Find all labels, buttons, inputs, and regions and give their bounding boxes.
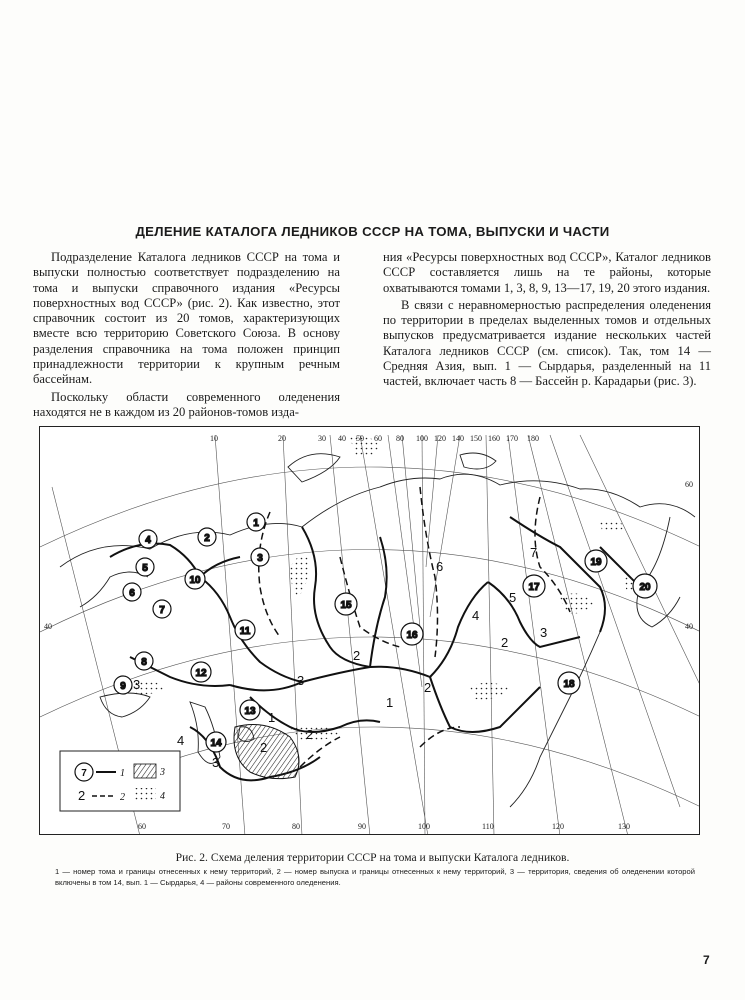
ussr-volume-map — [39, 426, 700, 835]
tick-label: 40 — [685, 622, 693, 631]
svg-text:11: 11 — [239, 626, 251, 637]
issue-boundary — [259, 512, 280, 637]
text-column-right — [383, 250, 711, 390]
bottom-ticks — [138, 822, 630, 831]
volume-marker — [235, 620, 255, 640]
tick-label: 140 — [452, 434, 464, 443]
volume-boundaries — [110, 517, 640, 780]
issue-label: 1 — [386, 695, 394, 710]
tick-label: 100 — [416, 434, 428, 443]
tick-label: 30 — [318, 434, 326, 443]
issue-label: 3 — [297, 673, 305, 688]
issue-label: 2 — [424, 680, 432, 695]
volume-marker — [523, 575, 545, 597]
svg-text:15: 15 — [340, 600, 352, 611]
legend-volume-number: 7 — [81, 768, 87, 779]
volume-marker — [247, 513, 265, 531]
svg-text:6: 6 — [129, 588, 135, 599]
meridian-line — [330, 435, 370, 835]
volume-marker — [185, 569, 205, 589]
volume-boundary — [510, 517, 605, 632]
issue-label: 3 — [212, 755, 220, 770]
section-heading: ДЕЛЕНИЕ КАТАЛОГА ЛЕДНИКОВ СССР НА ТОМА, ВЫПУСКИ И ЧАСТИ — [135, 224, 610, 239]
volume-marker — [240, 700, 260, 720]
svg-text:12: 12 — [195, 668, 207, 679]
tick-label: 70 — [222, 822, 230, 831]
issue-label: 5 — [509, 590, 517, 605]
severnaya-zemlya — [460, 453, 496, 469]
tick-label: 60 — [374, 434, 382, 443]
glaciation-area — [290, 556, 310, 597]
legend-dot-swatch — [134, 788, 156, 802]
svg-text:7: 7 — [159, 605, 165, 616]
black-sea — [100, 693, 150, 717]
svg-text:5: 5 — [142, 563, 148, 574]
volume-marker — [335, 593, 357, 615]
tick-label: 80 — [292, 822, 300, 831]
glaciation-area — [560, 593, 595, 613]
paragraph: ния «Ресурсы поверхностных вод СССР», Каталог ледников СССР составляется лишь на те районы, которые охватываются томами 1, 3, 8, 9, 13—17, 19, 20 этого издания. — [383, 250, 711, 295]
legend-label: 3 — [160, 767, 165, 778]
volume-marker — [198, 528, 216, 546]
issue-label: 1 — [268, 710, 276, 725]
paragraph: В связи с неравномерностью распределения оледенения по территории в пределах выделенных томов и отдельных выпусков предусматривается издание нескольких частей Каталога ледников СССР (см. список). Так, том 14 — Средняя Азия, вып. 1 — Сырдарья, разделенный на 11 частей, включает часть 8 — Бассейн р. Карадарьи (рис. 3). — [383, 297, 711, 389]
issue-label: 2 — [501, 635, 509, 650]
svg-text:20: 20 — [639, 582, 651, 593]
volume-marker — [153, 600, 171, 618]
tick-label: 60 — [685, 480, 693, 489]
svg-text:14: 14 — [210, 738, 222, 749]
map-legend — [60, 751, 180, 811]
meridian-line — [388, 435, 422, 687]
svg-text:17: 17 — [528, 582, 540, 593]
issue-label: 3 — [133, 677, 141, 692]
volume-marker — [123, 583, 141, 601]
svg-text:3: 3 — [257, 553, 263, 564]
page-number: 7 — [703, 953, 710, 967]
volume-marker — [206, 732, 226, 752]
issue-label: 4 — [472, 608, 480, 623]
volume-marker — [401, 623, 423, 645]
pacific-coast — [510, 632, 600, 807]
tick-label: 50 — [356, 434, 364, 443]
volume-boundary — [302, 527, 370, 667]
top-ticks — [210, 434, 539, 443]
svg-text:10: 10 — [189, 575, 201, 586]
tick-label: 90 — [358, 822, 366, 831]
tick-label: 130 — [618, 822, 630, 831]
tick-label: 80 — [396, 434, 404, 443]
legend-label: 2 — [120, 792, 125, 803]
issue-label: 2 — [353, 648, 361, 663]
issue-label: 2 — [260, 740, 268, 755]
tick-label: 40 — [338, 434, 346, 443]
tick-label: 170 — [506, 434, 518, 443]
volume-markers — [114, 513, 657, 752]
tick-label: 180 — [527, 434, 539, 443]
tick-label: 120 — [434, 434, 446, 443]
tick-label: 120 — [552, 822, 564, 831]
tick-label: 20 — [278, 434, 286, 443]
svg-text:16: 16 — [406, 630, 418, 641]
issue-label: 6 — [436, 559, 444, 574]
volume-marker — [114, 676, 132, 694]
tick-label: 40 — [44, 622, 52, 631]
svg-text:19: 19 — [590, 557, 602, 568]
svg-text:9: 9 — [120, 681, 126, 692]
volume-marker — [585, 550, 607, 572]
svg-text:2: 2 — [204, 533, 210, 544]
meridian-line — [402, 435, 420, 627]
tick-label: 150 — [470, 434, 482, 443]
figure-caption: Рис. 2. Схема деления территории СССР на тома и выпуски Каталога ледников. — [175, 851, 570, 864]
volume-marker — [135, 652, 153, 670]
issue-label: 3 — [540, 625, 548, 640]
tick-label: 110 — [482, 822, 494, 831]
volume-marker — [558, 672, 580, 694]
svg-text:13: 13 — [244, 706, 256, 717]
meridian-line — [508, 435, 560, 835]
legend-label: 1 — [120, 768, 125, 779]
text-column-left — [33, 250, 340, 420]
legend-label: 4 — [160, 791, 165, 802]
paragraph: Поскольку области современного оледенения находятся не в каждом из 20 районов-томов изда- — [33, 389, 340, 419]
figure-legend-text: 1 — номер тома и границы отнесенных к нему территорий, 2 — номер выпуска и границы отнесенных к нему территорий, 3 — территория, сведения об оледенении которой включены в том 14, вып. 1 — Сырдарья, 4 — районы современного оледенения. — [55, 867, 695, 887]
glaciation-area — [470, 682, 510, 699]
kamchatka-coast — [637, 517, 680, 627]
meridian-line — [486, 435, 494, 835]
svg-text:4: 4 — [145, 535, 151, 546]
svg-text:8: 8 — [141, 657, 147, 668]
legend-hatch-swatch — [134, 764, 156, 778]
volume-boundary — [430, 582, 488, 677]
legend-issue-number: 2 — [78, 788, 86, 803]
issue-label: 4 — [177, 733, 185, 748]
meridian-line — [430, 435, 460, 617]
volume-marker — [136, 558, 154, 576]
issue-label: 7 — [530, 545, 538, 560]
issue-label: 2 — [306, 727, 314, 742]
tick-label: 60 — [138, 822, 146, 831]
tick-label: 160 — [488, 434, 500, 443]
volume-marker — [251, 548, 269, 566]
svg-text:1: 1 — [253, 518, 259, 529]
paragraph: Подразделение Каталога ледников СССР на тома и выпуски полностью соответствует подразделению на тома и выпуски справочного издания «Ресурсы поверхностных вод СССР» (рис. 2). Как известно, этот справочник состоит из 20 томов, характеризующих вместе всю территорию Советского Союза. В основу разделения справочника на тома положен принцип принадлежности территории к крупным речным бассейнам. — [33, 250, 340, 387]
volume-marker — [139, 530, 157, 548]
volume-boundary — [370, 537, 387, 667]
svg-text:18: 18 — [563, 679, 575, 690]
tick-label: 100 — [418, 822, 430, 831]
volume-marker — [191, 662, 211, 682]
volume-marker — [633, 574, 657, 598]
tick-label: 10 — [210, 434, 218, 443]
map-figure — [40, 427, 700, 835]
